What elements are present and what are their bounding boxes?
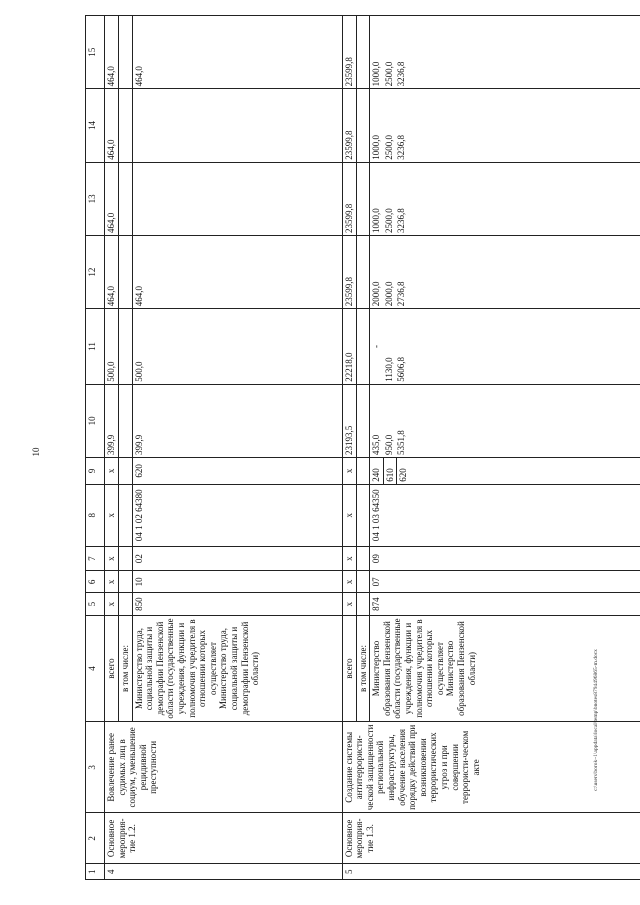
including-label: в том числе: bbox=[119, 615, 133, 722]
table-row bbox=[342, 16, 356, 880]
footer-file-path: c:\users\borok~1\appdata\local\temp\bnotes8794496865-m.docx bbox=[593, 649, 599, 791]
measure-cell: Основное мероприя-тие 1.2. bbox=[105, 813, 343, 864]
measure-cell: Основное мероприя-тие 1.3. bbox=[342, 813, 640, 864]
kvr-value: 240 bbox=[370, 458, 384, 484]
value-cell: 950,0 bbox=[383, 434, 394, 456]
value-cell: 3236,8 bbox=[396, 208, 407, 233]
col-header: 15 bbox=[86, 16, 105, 89]
value-cell: 3236,8 bbox=[396, 61, 407, 87]
value-cell: 464,0 bbox=[105, 16, 119, 89]
cell: х bbox=[342, 484, 356, 546]
col-header: 8 bbox=[86, 484, 105, 546]
value-list bbox=[370, 16, 640, 89]
cell: х bbox=[342, 593, 356, 615]
executor-cell: Министерство труда, социальной защиты и демографии Пензенской области (государственные учреждения, функции и полномочия учредителя в отношении которых осуществляет Министерство труда, социальной защиты и демографии Пензенской области) bbox=[132, 615, 342, 722]
col-header: 7 bbox=[86, 546, 105, 570]
cell: 620 bbox=[132, 458, 342, 485]
cell: х bbox=[342, 571, 356, 593]
cell: х bbox=[342, 546, 356, 570]
col-header: 12 bbox=[86, 235, 105, 308]
value-cell: 5606,8 bbox=[396, 357, 407, 382]
col-header: 14 bbox=[86, 89, 105, 162]
value-cell: 23599,8 bbox=[342, 235, 356, 308]
value-cell: 1000,0 bbox=[371, 208, 382, 233]
cell: 04 1 02 64380 bbox=[132, 484, 342, 546]
value-cell: 23599,8 bbox=[342, 162, 356, 235]
value-cell: 2500,0 bbox=[383, 208, 394, 233]
value-cell: 464,0 bbox=[105, 235, 119, 308]
cell: 10 bbox=[132, 571, 342, 593]
value-cell: 399,9 bbox=[132, 384, 342, 457]
cell: 09 bbox=[370, 546, 640, 570]
cell: х bbox=[342, 458, 356, 485]
value-cell: 464,0 bbox=[132, 235, 342, 308]
value-list bbox=[370, 309, 640, 385]
value-cell: 2000,0 bbox=[383, 281, 394, 307]
cell: 02 bbox=[132, 546, 342, 570]
total-label: всего bbox=[105, 615, 119, 722]
value-cell: 1000,0 bbox=[371, 61, 382, 87]
value-cell: 1130,0 bbox=[383, 357, 394, 382]
cell: 04 1 03 64350 bbox=[370, 484, 640, 546]
value-list bbox=[370, 384, 640, 457]
col-header: 1 bbox=[86, 864, 105, 880]
value-cell: 435,0 bbox=[371, 434, 382, 456]
col-header: 3 bbox=[86, 722, 105, 813]
value-cell: 1000,0 bbox=[371, 134, 382, 160]
value-cell: 399,9 bbox=[105, 384, 119, 457]
cell: 07 bbox=[370, 571, 640, 593]
col-header: 6 bbox=[86, 571, 105, 593]
row-number: 5 bbox=[342, 864, 640, 880]
value-cell: - bbox=[371, 345, 382, 349]
col-header: 5 bbox=[86, 593, 105, 615]
row-number: 4 bbox=[105, 864, 343, 880]
including-label: в том числе: bbox=[356, 615, 370, 722]
col-header: 13 bbox=[86, 162, 105, 235]
total-label: всего bbox=[342, 615, 356, 722]
value-cell: 23599,8 bbox=[342, 89, 356, 162]
value-cell: 2000,0 bbox=[371, 281, 382, 307]
cell: х bbox=[105, 593, 119, 615]
col-header: 9 bbox=[86, 458, 105, 485]
page-number: 10 bbox=[31, 447, 41, 457]
value-list bbox=[370, 162, 640, 235]
value-list bbox=[370, 235, 640, 308]
value-cell: 22218,0 bbox=[342, 309, 356, 385]
kvr-value: 610 bbox=[384, 458, 398, 484]
value-cell: 2500,0 bbox=[383, 61, 394, 87]
kvr-list bbox=[370, 458, 640, 485]
cell: х bbox=[105, 458, 119, 485]
value-cell: 500,0 bbox=[132, 309, 342, 385]
value-cell: 3236,8 bbox=[396, 134, 407, 160]
col-header: 11 bbox=[86, 309, 105, 385]
header-row bbox=[86, 16, 105, 880]
cell: 874 bbox=[370, 593, 640, 615]
table-row bbox=[105, 16, 119, 880]
executor-cell: Министерство образования Пензенской области (государственные учреждения, функции и полномочия учредителя в отношении которых осуществляет Министерство образования Пензенской области) bbox=[370, 615, 640, 722]
measure-name: Создание системы антитеррористи-ческой защищенности региональной инфраструктуры, обучение населения порядку действий при возникновении террористических угроз и при совершении террористи-ческом акте bbox=[342, 722, 640, 813]
measure-name: Вовлечение ранее судимых лиц в социум, уменьшение рецидивной преступности bbox=[105, 722, 343, 813]
value-cell: 464,0 bbox=[105, 89, 119, 162]
value-cell: 2736,8 bbox=[396, 281, 407, 307]
cell: 850 bbox=[132, 593, 342, 615]
kvr-value: 620 bbox=[398, 468, 409, 482]
value-cell: 5351,8 bbox=[396, 430, 407, 456]
cell: х bbox=[105, 571, 119, 593]
col-header: 2 bbox=[86, 813, 105, 864]
rotated-table-container bbox=[85, 15, 640, 880]
budget-table bbox=[85, 15, 640, 880]
value-cell: 23193,5 bbox=[342, 384, 356, 457]
value-cell: 23599,8 bbox=[342, 16, 356, 89]
value-cell: 464,0 bbox=[132, 16, 342, 89]
value-cell: 464,0 bbox=[105, 162, 119, 235]
col-header: 4 bbox=[86, 615, 105, 722]
value-cell: 2500,0 bbox=[383, 134, 394, 160]
cell: х bbox=[105, 484, 119, 546]
value-cell: 500,0 bbox=[105, 309, 119, 385]
value-list bbox=[370, 89, 640, 162]
cell: х bbox=[105, 546, 119, 570]
col-header: 10 bbox=[86, 384, 105, 457]
